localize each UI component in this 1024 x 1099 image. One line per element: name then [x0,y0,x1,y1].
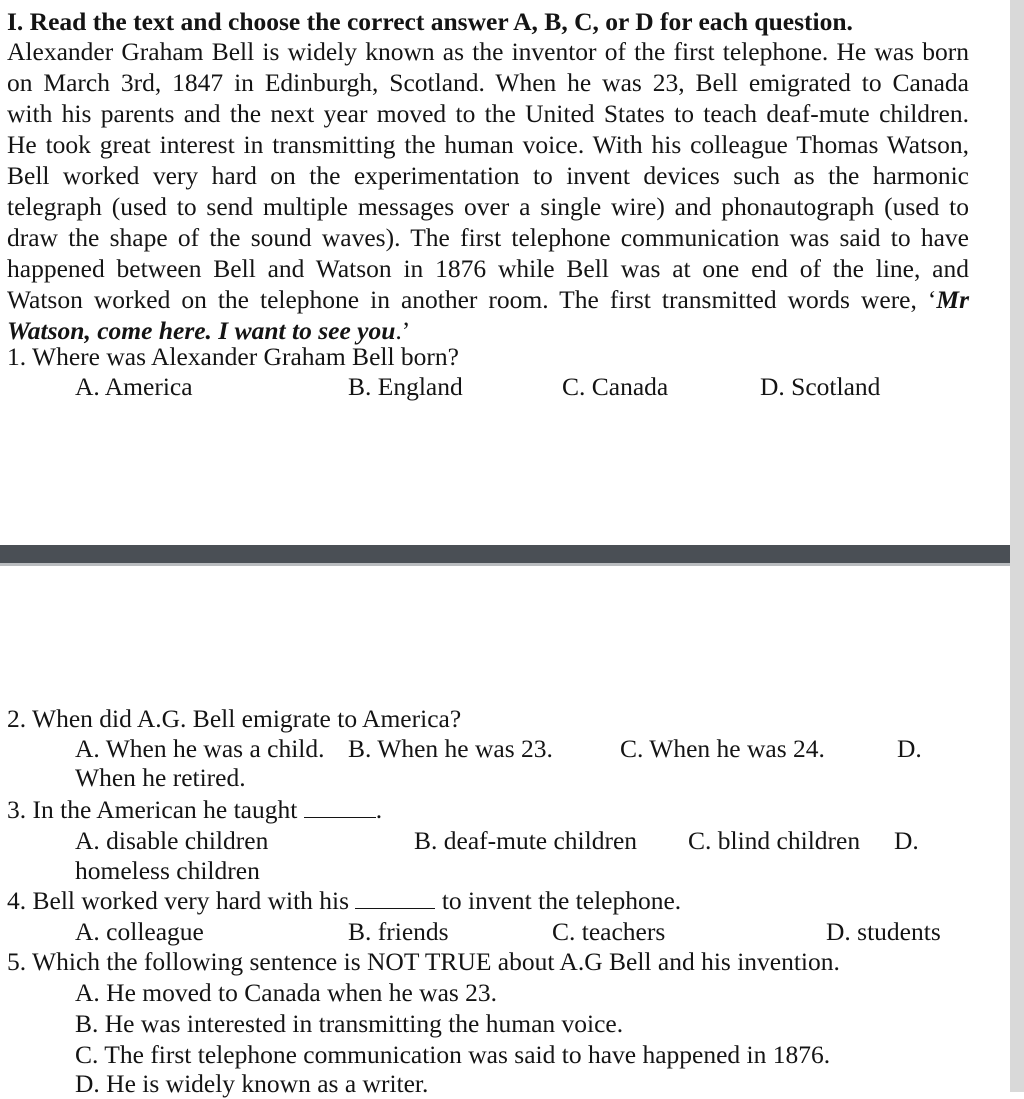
passage-line: Bell worked very hard on the experimentation to invent devices such as the harmonic [7,161,969,190]
option-b[interactable]: B. England [348,372,463,401]
option-d-text[interactable]: homeless children [75,856,260,885]
option-d[interactable]: D. [894,826,919,855]
stem-text: 4. Bell worked very hard with his [7,886,350,915]
quoted-words: Watson, come here. I want to see you [7,316,396,345]
option-a[interactable]: A. He moved to Canada when he was 23. [75,978,498,1007]
option-d[interactable]: D. students [826,917,941,946]
option-c[interactable]: C. teachers [552,917,666,946]
page-separator [0,545,1010,563]
stem-text: 3. In the American he taught [7,795,298,824]
option-d[interactable]: D. He is widely known as a writer. [75,1069,429,1098]
option-d[interactable]: D. Scotland [760,372,881,401]
answer-blank[interactable] [355,888,435,909]
option-a[interactable]: A. America [75,372,193,401]
instruction-heading: I. Read the text and choose the correct answer A, B, C, or D for each question. [7,7,853,36]
option-a[interactable]: A. colleague [75,917,204,946]
option-c[interactable]: C. blind children [688,826,861,855]
question-stem: 1. Where was Alexander Graham Bell born? [7,342,459,371]
passage-line: He took great interest in transmitting the human voice. With his colleague Thomas Watson, [7,130,969,159]
option-b[interactable]: B. friends [348,917,449,946]
passage-line: happened between Bell and Watson in 1876 while Bell was at one end of the line, and [7,254,969,283]
passage-line: telegraph (used to send multiple messages over a single wire) and phonautograph (used to [7,192,969,221]
page-separator-shadow [0,563,1010,566]
option-b[interactable]: B. deaf-mute children [414,826,638,855]
question-stem [7,794,382,825]
passage-line: Alexander Graham Bell is widely known as the inventor of the first telephone. He was born [7,37,969,66]
option-d-text[interactable]: When he retired. [75,763,246,792]
option-c[interactable]: C. The first telephone communication was said to have happened in 1876. [75,1040,831,1069]
page-edge [1010,0,1024,1092]
question-stem: 2. When did A.G. Bell emigrate to America? [7,704,462,733]
option-c[interactable]: C. Canada [562,372,669,401]
option-c[interactable]: C. When he was 24. [620,734,825,763]
passage-line [7,284,969,315]
passage-text: Watson worked on the telephone in another room. The first transmitted words were, ‘ [7,285,937,314]
question-stem [7,885,681,916]
stem-end: to invent the telephone. [441,886,682,915]
option-a[interactable]: A. disable children [75,826,269,855]
passage-text: .’ [395,316,411,345]
passage-line: on March 3rd, 1847 in Edinburgh, Scotland. When he was 23, Bell emigrated to Canada [7,68,969,97]
option-a[interactable]: A. When he was a child. [75,734,325,763]
quoted-words: Mr [936,285,969,314]
passage-line: with his parents and the next year moved to the United States to teach deaf-mute children. [7,99,969,128]
option-b[interactable]: B. When he was 23. [348,734,553,763]
stem-end: . [375,795,383,824]
answer-blank[interactable] [304,797,376,818]
option-d[interactable]: D. [897,734,922,763]
question-stem: 5. Which the following sentence is NOT TRUE about A.G Bell and his invention. [7,947,840,976]
passage-line: draw the shape of the sound waves). The first telephone communication was said to have [7,223,969,252]
option-b[interactable]: B. He was interested in transmitting the human voice. [75,1009,624,1038]
